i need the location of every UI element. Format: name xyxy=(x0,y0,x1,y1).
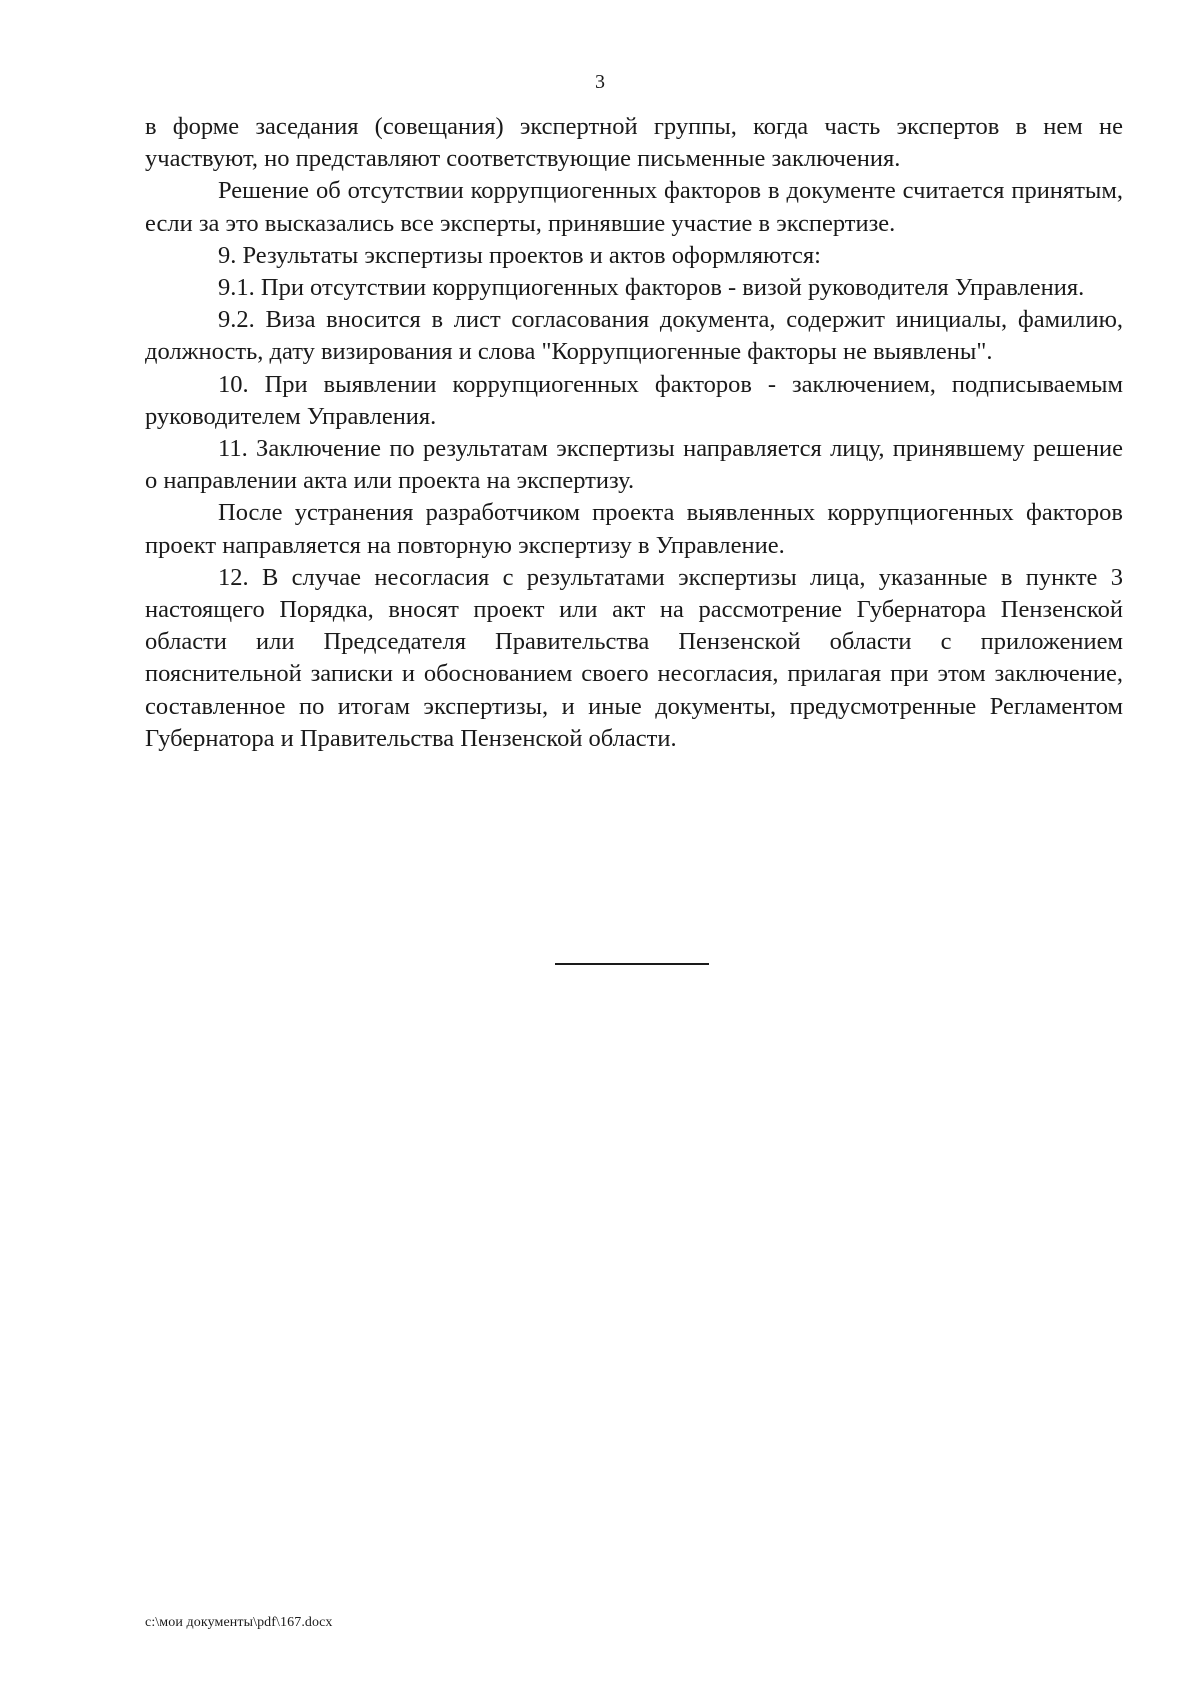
paragraph-6: 10. При выявлении коррупциогенных факторов - заключением, подписываемым руководителем Управления. xyxy=(145,370,1123,430)
paragraph-3: 9. Результаты экспертизы проектов и актов оформляются: xyxy=(218,241,821,269)
paragraph-4: 9.1. При отсутствии коррупциогенных факторов - визой руководителя Управления. xyxy=(218,274,1085,302)
paragraph-7: 11. Заключение по результатам экспертизы направляется лицу, принявшему решение о направлении акта или проекта на экспертизу. xyxy=(145,435,1123,495)
footer-file-path: c:\мои документы\pdf\167.docx xyxy=(145,1615,333,1630)
page-number: 3 xyxy=(595,71,605,93)
paragraph-8: После устранения разработчиком проекта выявленных коррупциогенных факторов проект направляется на повторную экспертизу в Управление. xyxy=(145,499,1123,559)
paragraph-5: 9.2. Виза вносится в лист согласования документа, содержит инициалы, фамилию, должность, дату визирования и слова "Коррупциогенные факторы не выявлены". xyxy=(145,306,1123,366)
paragraph-1: в форме заседания (совещания) экспертной группы, когда часть экспертов в нем не участвуют, но представляют соответствующие письменные заключения. xyxy=(145,113,1123,173)
document-body xyxy=(145,111,1123,755)
paragraph-9: 12. В случае несогласия с результатами экспертизы лица, указанные в пункте 3 настоящего Порядка, вносят проект или акт на рассмотрение Губернатора Пензенской области или Председателя Правительства Пензенской области с приложением пояснительной записки и обоснованием своего несогласия, прилагая при этом заключение, составленное по итогам экспертизы, и иные документы, предусмотренные Регламентом Губернатора и Правительства Пензенской области. xyxy=(145,563,1123,752)
paragraph-2: Решение об отсутствии коррупциогенных факторов в документе считается принятым, если за это высказались все эксперты, принявшие участие в экспертизе. xyxy=(145,177,1123,237)
end-divider xyxy=(555,963,709,965)
